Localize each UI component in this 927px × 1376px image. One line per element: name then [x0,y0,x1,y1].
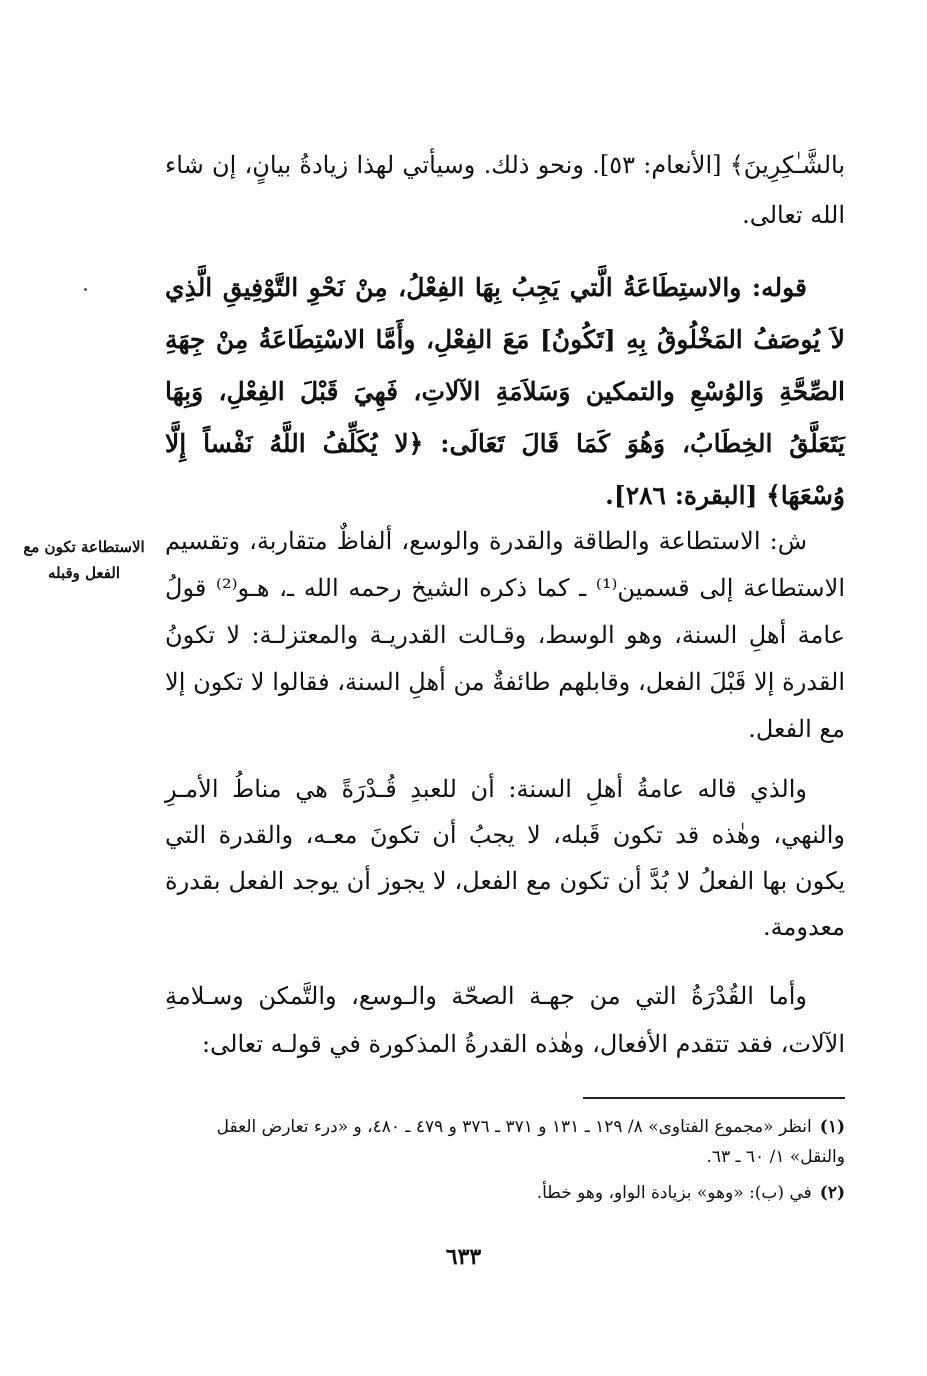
commentary-paragraph-2: والذي قاله عامةُ أهلِ السنة: أن للعبدِ قُـدْرَةً هي مناطُ الأمـرِ والنهي، وهٰذه قد تكون قَبله، لا يجبُ أن تكونَ معـه، والقدرة التي يكون بها الفعلُ لا بُدَّ أن تكون مع الفعل، لا يجوز أن يوجد الفعل بقدرة معدومة. [165,775,845,941]
footnote-divider [583,1097,845,1099]
matn-quote-paragraph [165,262,845,522]
commentary-paragraph-3: وأما القُدْرَةُ التي من جهـة الصحّة والـوسع، والتَّمكن وسـلامةِ الآلات، فقد تتقدم الأفعال، وهٰذه القدرةُ المذكورة في قولـه تعالى: [165,982,845,1058]
footnote-text: انظر «مجموع الفتاوى» ٨/ ١٢٩ ـ ١٣١ و ٣٧١ ـ ٣٧٦ و ٤٧٩ ـ ٤٨٠، و «درء تعارض العقل والنقل» ١/ ٦٠ ـ ٦٣. [216,1117,845,1167]
footnote-2 [165,1178,845,1208]
matn-quote-text: قوله: والاستِطَاعَةُ الَّتي يَجِبُ بِهَا الفِعْلُ، مِنْ نَحْوِ التَّوْفِيقِ الَّذِي لاَ يُوصَفُ المَخْلُوقُ بِهِ [تَكُونُ] مَعَ الفِعْلِ، وأَمَّا الاسْتِطَاعَةُ مِنْ جِهَةِ الصِّحَّةِ وَالوُسْعِ والتمكين وَسَلاَمَةِ الآلاتِ، فَهِيَ قَبْلَ الفِعْلِ، وَبِهَا يَتَعَلَّقُ الخِطَابُ، وَهُوَ كَمَا قَالَ تَعَالَى: [165,273,845,458]
intro-paragraph: بالشَّـٰكِرِينَ﴾ [الأنعام: ٥٣]. ونحو ذلك. وسيأتي لهذا زيادةُ بيانٍ، إن شاء الله تعالى. [165,151,845,229]
footnote-number: (٢) [819,1183,845,1203]
footnote-text: في (ب): «وهو» بزيادة الواو، وهو خطأ. [536,1183,812,1203]
footnotes [165,1112,845,1214]
commentary-paragraph-1: ش: الاستطاعة والطاقة والقدرة والوسع، ألفاظٌ متقاربة، وتقسيم الاستطاعة إلى قسمين⁽¹⁾ ـ كما ذكره الشيخ رحمه الله ـ، هـو⁽²⁾ قولُ عامة أهلِ السنة، وهو الوسط، وقـالت القدريـة والمعتزلـة: لا تكونُ القدرة إلا قَبْلَ الفعل، وقابلهم طائفةٌ من أهلِ السنة، فقالوا لا تكون إلا مع الفعل. [165,527,845,743]
margin-heading: الاستطاعة تكون مع الفعل وقبله [23,538,145,582]
page-number: ٦٣٣ [445,1244,482,1270]
quran-verse: ﴿لا يُكَلِّفُ اللَّهُ نَفْساً إِلَّا وُسْعَهَا﴾ [165,429,845,510]
footnote-number: (١) [819,1117,845,1137]
footnote-1 [165,1112,845,1172]
print-speck [84,288,87,291]
verse-reference: [البقرة: ٢٨٦]. [605,481,758,510]
